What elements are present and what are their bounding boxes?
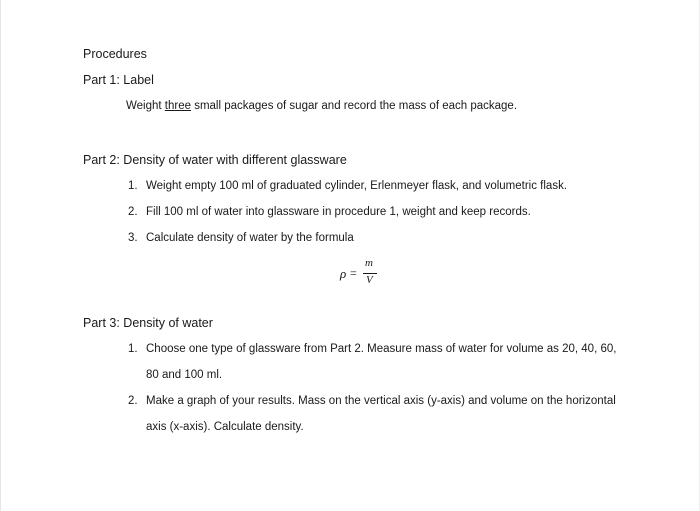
page-left-edge bbox=[0, 0, 1, 511]
document-title: Procedures bbox=[83, 47, 147, 61]
part2-list-item bbox=[128, 206, 531, 218]
part2-list-item bbox=[128, 232, 354, 244]
part3-list-item bbox=[128, 395, 616, 407]
density-formula bbox=[340, 258, 380, 288]
part1-instruction bbox=[126, 100, 517, 112]
list-item-number: 2. bbox=[128, 206, 138, 218]
part3-list-item bbox=[128, 343, 616, 355]
formula-denominator: V bbox=[366, 274, 373, 286]
list-item-number: 2. bbox=[128, 395, 138, 407]
part1-heading: Part 1: Label bbox=[83, 73, 154, 87]
part3-heading: Part 3: Density of water bbox=[83, 316, 213, 330]
list-item-text: Calculate density of water by the formula bbox=[146, 232, 354, 244]
formula-equals: = bbox=[350, 266, 357, 280]
part1-text-post: small packages of sugar and record the mass of each package. bbox=[191, 100, 518, 112]
formula-numerator: m bbox=[365, 257, 373, 269]
list-item-continuation: axis (x-axis). Calculate density. bbox=[146, 421, 304, 433]
part1-text-pre: Weight bbox=[126, 100, 165, 112]
list-item-text: Choose one type of glassware from Part 2. Measure mass of water for volume as 20, 40, 60, bbox=[146, 343, 617, 355]
part1-text-underlined: three bbox=[164, 100, 191, 112]
formula-rho: ρ bbox=[340, 266, 347, 281]
list-item-continuation: 80 and 100 ml. bbox=[146, 369, 223, 381]
list-item-number: 3. bbox=[128, 232, 138, 244]
list-item-text: Make a graph of your results. Mass on the vertical axis (y-axis) and volume on the horizontal bbox=[146, 395, 616, 407]
part2-list-item bbox=[128, 180, 567, 192]
list-item-number: 1. bbox=[128, 180, 138, 192]
list-item-text: Weight empty 100 ml of graduated cylinder, Erlenmeyer flask, and volumetric flask. bbox=[146, 180, 568, 192]
list-item-number: 1. bbox=[128, 343, 138, 355]
part2-heading: Part 2: Density of water with different glassware bbox=[83, 153, 347, 167]
list-item-text: Fill 100 ml of water into glassware in procedure 1, weight and keep records. bbox=[146, 206, 531, 218]
